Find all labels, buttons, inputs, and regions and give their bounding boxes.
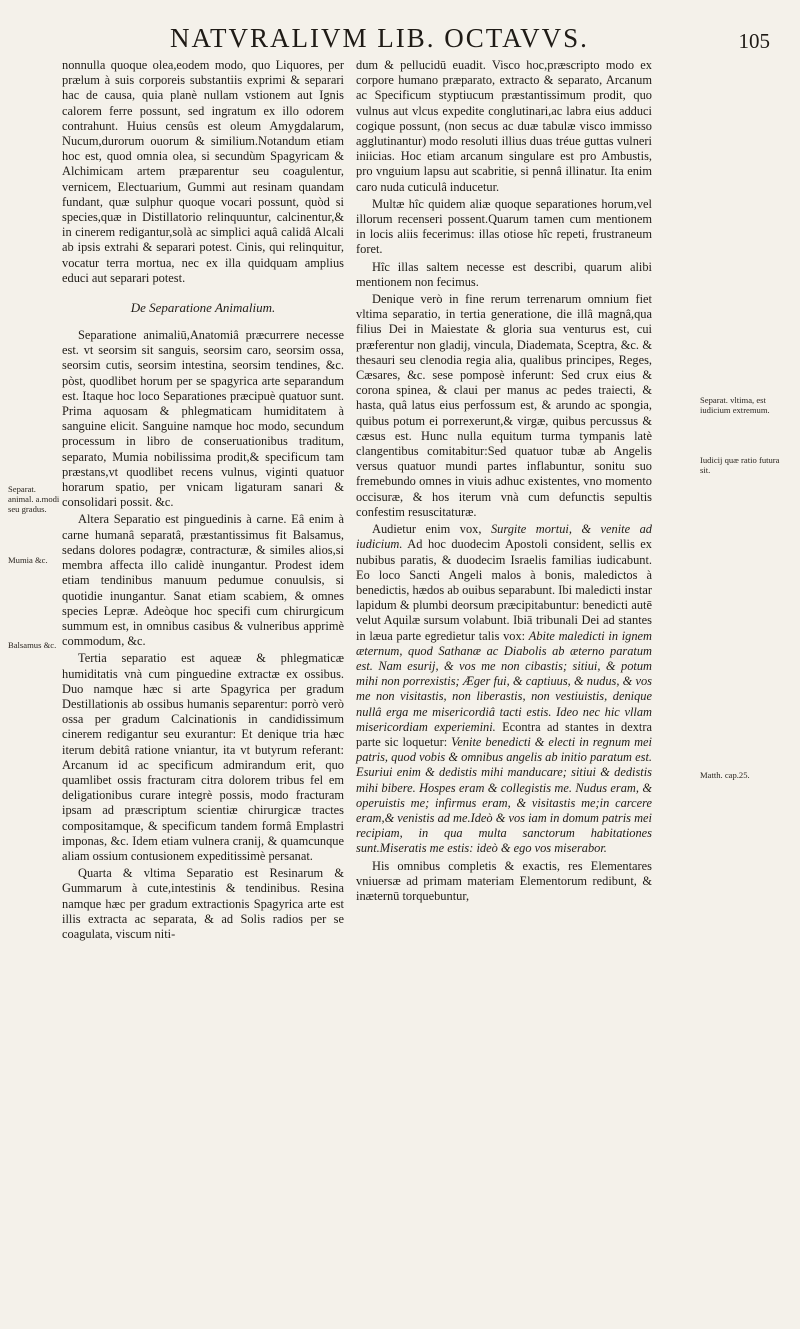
paragraph: Hîc illas saltem necesse est describi, quarum alibi mentionem non fecimus.: [356, 259, 652, 289]
margin-note-matth: Matth. cap.25.: [700, 770, 750, 780]
right-column: [356, 58, 652, 904]
running-title: NATVRALIVM LIB. OCTAVVS.: [170, 23, 589, 53]
italic-quote: Venite benedicti & electi in regnum mei patris, quod vobis & omnibus angelis ab initio paratum est. Esuriui enim & dedistis mihi manducare; sitiui & dedistis mihi bibere. Hospes eram & collegistis me. Nudus eram, & operuistis me; infirmus eram, & visitastis me;in carcere eram,& venistis ad me.Ideò & vos iam in domum patris mei recipiam, in qua multa sanctorum habitationes sunt.Miseratis me estis: ideò & ego vos miserabor.: [356, 734, 652, 856]
paragraph: Denique verò in fine rerum terrenarum omnium fiet vltima separatio, in tertia generatione, die illâ magnâ,qua filius Dei in Maiestate & gloria sua venturus est, cui præferentur non gladij, vincula, Diademata, Sceptra, &c. & thesauri seu clenodia regia alia, qualibus principes, Reges, Cæsares, &c. sese pomposè inferunt: Sed crux eius & corona spinea, & claui per manus ac pedes traiecti, & hasta, quâ latus eius perfossum est, & arundo ac spongia, quibus potum ei porrexerunt,& virgæ, quibus percussus & cæsus est. Hunc nulla equitum turma tympanis latè clangentibus comitabitur:Sed quatuor tubæ ab Angelis versus quatuor mundi partes inflabuntur, sonitu suo fremebundo omnes in viuis adhuc existentes, vno momento occisuræ, & hos iterum vnà cum defunctis sepultis confestim resuscitaturæ.: [356, 292, 652, 519]
page-number: 105: [738, 29, 770, 53]
paragraph: nonnulla quoque olea,eodem modo, quo Liquores, per prælum à suis corporeis substantiis exprimi & separari hac de causa, quia planè nullam vstionem aut Ignis calorem ferre possunt, sed ingratum ex illo odorem contrahunt. Huius censûs est oleum Amygdalarum, Nucum,durorum ouorum & similium.Notandum etiam hoc est, quod omnia olea, si secundùm Spagyricam & Alchimicam artem præparentur seu coagulentur, vernicem, Electuarium, Gummi aut resinam quandam fundant, quæ sulphur quoque vocari possunt, quòd si species,quæ in Distillatorio relinquuntur, calcinentur,& in cinerem redigantur,solà ac simplici aquâ calidâ Alcali ab ipsis extrahi & separari potest. Cinis, qui relinquitur, vocatur terra mortua, nec ex illa quidquam amplius educi aut separari potest.: [62, 58, 344, 285]
margin-note-mumia: Mumia &c.: [8, 555, 48, 565]
paragraph: His omnibus completis & exactis, res Elementares vniuersæ ad primam materiam Elementorum redibunt, & inæternū torquebuntur,: [356, 858, 652, 903]
paragraph: Separatione animaliū,Anatomiâ præcurrere necesse est. vt seorsim sit sanguis, seorsim caro, seorsim ossa, seorsim cutis, seorsim intestina, seorsim tendines, &c. pòst, quodlibet horum per se spagyrica arte separandum est. Itaque hoc loco Separationes præcipuè quatuor sunt. Prima aquosam & phlegmaticam humiditatem à sanguine elicit. Sanguine namque hoc modo, secundum processum in libro de conseruationibus traditum, separato, Mumia nobilissima prodit,& specificum tam præstans,vt quodlibet recens vulnus, viginti quatuor horarum spatio, per vnicam ligaturam sanari & consolidari possit. &c.: [62, 328, 344, 510]
paragraph: Altera Separatio est pinguedinis à carne. Eâ enim à carne humanâ separatâ, præstantissimus fit Balsamus, sedans dolores podagræ, contracturæ, & similes alios,si membra affecta illo calidè inungantur. Prodest idem etiam tendinibus manuum pedumue conuulsis, si quotidie inungantur. Sanat etiam scabiem, & omnes species Lepræ. Adeòque hoc specifi cum chirurgicum summum est, in omnibus casibus & vulneribus apprimè commodum, &c.: [62, 512, 344, 649]
text-run: Econtra ad stantes in dextra parte sic loquetur:: [356, 719, 653, 749]
paragraph: [356, 522, 652, 856]
left-column: [62, 58, 344, 942]
paragraph: Quarta & vltima Separatio est Resinarum & Gummarum à cute,intestinis & tendinibus. Resina namque hæc per gradum extractionis Spagyrica arte est illis extracta ac separata, & ad Solis radios per se coagulata, viscum niti-: [62, 866, 344, 941]
paragraph: Multæ hîc quidem aliæ quoque separationes horum,vel illorum recenseri possent.Quarum tamen cum mentionem in locis aliis fecerimus: illas otiose hîc repeti, frustraneum foret.: [356, 196, 652, 257]
margin-note-balsamus: Balsamus &c.: [8, 640, 57, 650]
text-run: Ad hoc duodecim Apostoli consident, sellis ex nubibus paratis, & duodecim Israelis familias iudicabunt. Eo loco Sancti Angeli malos à bonis, maledictos à benedictis, hædos ab ouibus separabunt. Ibi maledicti instar lapidum & plumbi deorsum præcipitabuntur: benedicti autē velut Aquilæ sursum volabunt. Ibiā tribunali Dei ad stantes in læua parte egredietur talis vox:: [356, 537, 652, 643]
margin-note-separat-animal: Separat. animal. a.modi seu gradus.: [8, 484, 60, 514]
paragraph: dum & pellucidū euadit. Visco hoc,præscripto modo ex corpore humano præparato, extracto & separato, Arcanum ac Specificum styptiucum præstantissimum prodit, quo vulnus aut vlcus expedite conglutinari,ac labra eius adduci cogique possunt, (non secus ac duæ tabulæ visco immisso agglutinantur) modo resoluti illius duas tréue guttas vulneri iniicias. Hoc etiam arcanum singulare est pro Ambustis, pro vnguium lapsu aut scabritie, si pennâ illinatur. Ita enim caro nuda cuticulâ inducetur.: [356, 58, 652, 194]
paragraph: Tertia separatio est aqueæ & phlegmaticæ humiditatis vnà cum pinguedine extractæ ex ossibus. Duo namque hæc si arte Spagyrica per gradum Destillationis ab ossibus humanis separentur: porrò verò ossa per gradum Calcinationis in candidissimum cinerem redigantur seu exurantur: Et denique tria hæc iterum debitâ ratione vniantur, ita vt butyrum referant: Arcanum id ac specificum admirandum erit, quo quamlibet ossis fracturam citra dolorem tribus fel em deligationibus curare integrè possis, modo fracturam ipsam ad præscriptum scientiæ chirurgicæ tractes compositamque, & specificum tandem formâ Emplastri imponas, &c. Idem etiam vulnera cranij, & quamcunque aliam ossium contusionem expeditissimè persanat.: [62, 651, 344, 863]
section-heading: De Separatione Animalium.: [130, 300, 276, 316]
italic-quote: Surgite mortui, & venite ad iudicium.: [356, 522, 652, 552]
italic-quote: Abite maledicti in ignem æternum, quod Sathanæ ac Diabolis ab æterno paratum est. Nam esurij, & vos me non cibastis; sitiui, & potum mihi non porrexistis; Æger fui, & captiuus, & nudus, & vos me non visitastis, non liberastis, non vestiuistis, denique nullâ erga me misericordiâ tacti estis. Ideo nec hic vllam misericordiam experiemini.: [356, 628, 652, 734]
margin-note-iudicij: Iudicij quæ ratio futura sit.: [700, 455, 780, 475]
page-header: [170, 22, 770, 58]
text-run: Audietur enim vox,: [372, 522, 491, 537]
margin-note-separat-vltima: Separat. vltima, est iudicium extremum.: [700, 395, 770, 415]
